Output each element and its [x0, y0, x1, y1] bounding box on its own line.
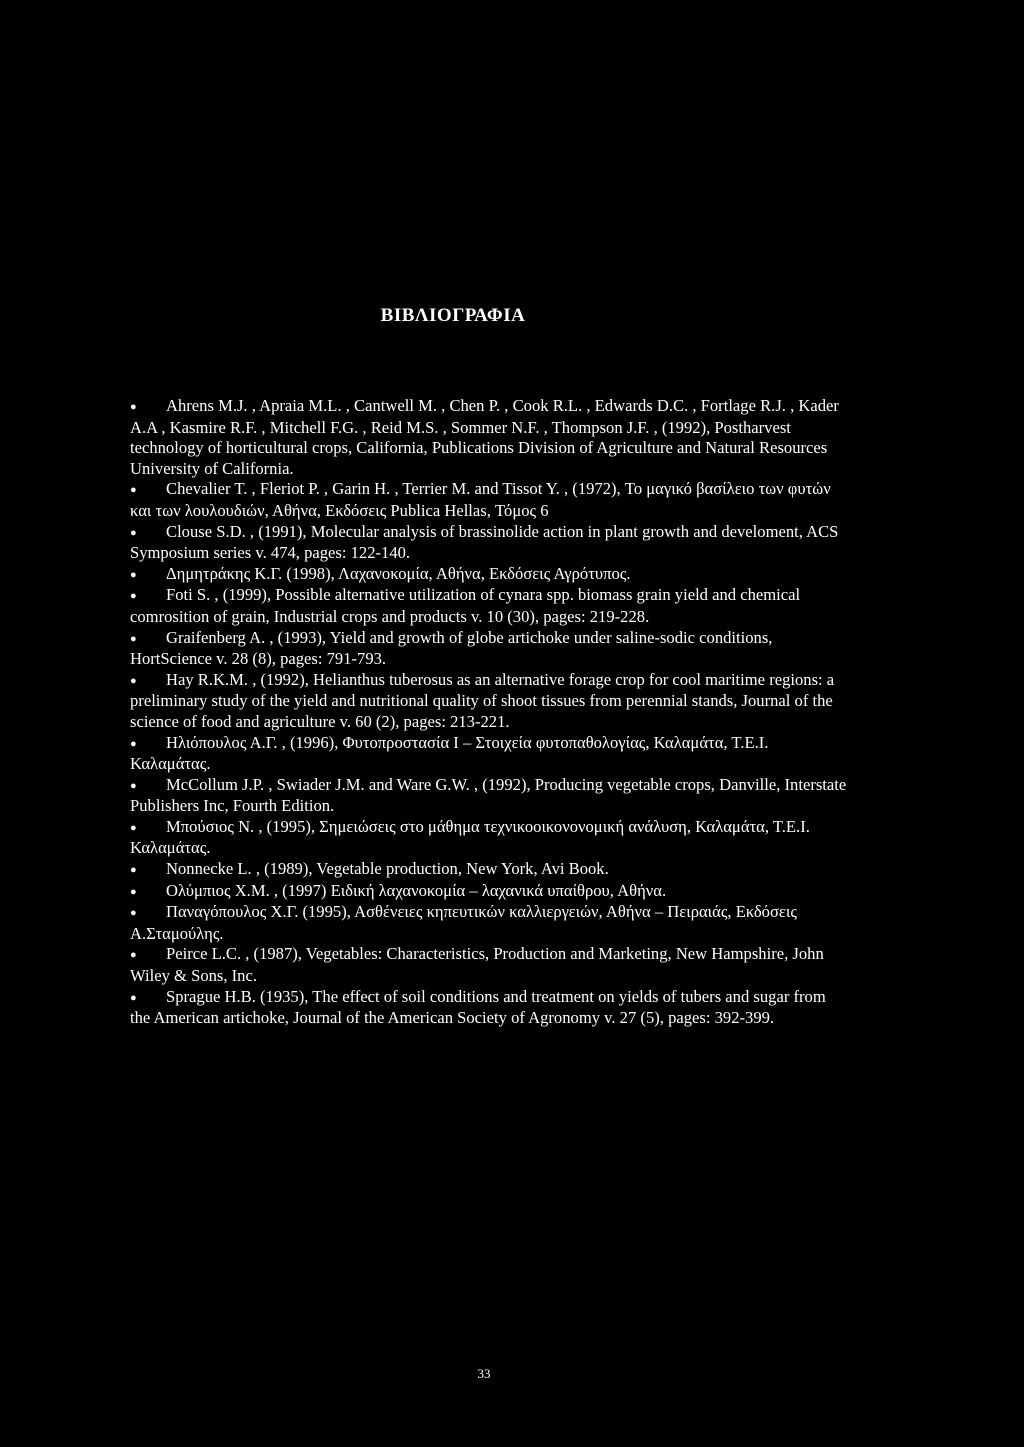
page-number: 33: [477, 1366, 491, 1381]
reference-item: [130, 881, 850, 903]
reference-item: [130, 987, 850, 1029]
reference-item: [130, 628, 850, 670]
bullet-icon: ●: [130, 568, 137, 581]
reference-text: Παναγόπουλος Χ.Γ. (1995), Ασθένειες κηπευτικών καλλιεργειών, Αθήνα – Πειραιάς, Εκδόσεις Α.Σταμούλης.: [130, 902, 797, 943]
bullet-icon: ●: [130, 632, 137, 645]
reference-text: Hay R.K.M. , (1992), Helianthus tuberosus as an alternative forage crop for cool maritime regions: a preliminary study of the yield and nutritional quality of shoot tissues from perennial stands, Journal of the science of food and agriculture v. 60 (2), pages: 213-221.: [130, 669, 835, 731]
bullet-icon: ●: [130, 526, 137, 539]
reference-item: [130, 564, 850, 586]
reference-item: [130, 670, 850, 733]
bullet-icon: ●: [130, 674, 137, 687]
reference-item: [130, 396, 850, 479]
bullet-icon: ●: [130, 864, 137, 877]
bullet-icon: ●: [130, 821, 137, 834]
reference-text: Μπούσιος Ν. , (1995), Σημειώσεις στο μάθημα τεχνικοοικονονομική ανάλυση, Καλαμάτα, Τ.Ε.Ι. Καλαμάτας.: [130, 816, 810, 858]
page-title: ΒΙΒΛΙΟΓΡΑΦΙΑ: [380, 304, 526, 326]
reference-text: Ολύμπιος Χ.Μ. , (1997) Ειδική λαχανοκομία – λαχανικά υπαίθρου, Αθήνα.: [166, 880, 667, 900]
bullet-icon: ●: [130, 401, 137, 413]
reference-item: [130, 522, 850, 564]
reference-text: Clouse S.D. , (1991), Molecular analysis of brassinolide action in plant growth and develoment, ACS Symposium series v. 474, pages: 122-140.: [130, 521, 839, 563]
reference-text: Ahrens M.J. , Apraia M.L. , Cantwell M. , Chen P. , Cook R.L. , Edwards D.C. , Fortlage R.J. , Kader A.A , Kasmire R.F. , Mitchell F.G. , Reid M.S. , Sommer N.F. , Thompson J.F. , (1992), Postharvest technology of horticultural crops, California, Publications Division of Agriculture and Natural Resources University of California.: [130, 396, 839, 478]
reference-item: [130, 902, 850, 944]
reference-item: [130, 944, 850, 986]
reference-item: [130, 585, 850, 627]
bullet-icon: ●: [130, 484, 137, 497]
bullet-icon: ●: [130, 737, 137, 750]
reference-item: [130, 775, 850, 817]
reference-text: Chevalier T. , Fleriot P. , Garin H. , Terrier M. and Tissot Y. , (1972), Το μαγικό βασίλειο των φυτών και των λουλουδιών, Αθήνα, Εκδόσεις Publica Hellas, Τόμος 6: [130, 479, 831, 520]
reference-item: [130, 479, 850, 521]
reference-item: [130, 817, 850, 859]
reference-text: Graifenberg A. , (1993), Yield and growth of globe artichoke under saline-sodic conditions, HortScience v. 28 (8), pages: 791-793.: [130, 627, 773, 669]
reference-text: Ηλιόπουλος Α.Γ. , (1996), Φυτοπροστασία Ι – Στοιχεία φυτοπαθολογίας, Καλαμάτα, Τ.Ε.Ι. Καλαμάτας.: [130, 732, 769, 774]
reference-text: Nonnecke L. , (1989), Vegetable production, New York, Avi Book.: [166, 859, 609, 879]
bullet-icon: ●: [130, 885, 137, 898]
bullet-icon: ●: [130, 590, 137, 603]
bullet-icon: ●: [130, 949, 137, 962]
reference-text: McCollum J.P. , Swiader J.M. and Ware G.W. , (1992), Producing vegetable crops, Danville, Interstate Publishers Inc, Fourth Edition.: [130, 774, 847, 816]
reference-list: [130, 396, 850, 1029]
reference-text: Peirce L.C. , (1987), Vegetables: Characteristics, Production and Marketing, New Hampshire, John Wiley & Sons, Inc.: [130, 944, 824, 986]
reference-text: Sprague H.B. (1935), The effect of soil conditions and treatment on yields of tubers and sugar from the American artichoke, Journal of the American Society of Agronomy v. 27 (5), pages: 392-399.: [130, 986, 826, 1028]
reference-item: [130, 859, 850, 881]
reference-text: Foti S. , (1999), Possible alternative utilization of cynara spp. biomass grain yield and chemical comrosition of grain, Industrial crops and products v. 10 (30), pages: 219-228.: [130, 585, 801, 626]
reference-item: [130, 733, 850, 775]
bullet-icon: ●: [130, 907, 137, 920]
bullet-icon: ●: [130, 779, 137, 792]
bullet-icon: ●: [130, 991, 137, 1004]
reference-text: Δημητράκης Κ.Γ. (1998), Λαχανοκομία, Αθήνα, Εκδόσεις Αγρότυπος.: [166, 563, 631, 583]
